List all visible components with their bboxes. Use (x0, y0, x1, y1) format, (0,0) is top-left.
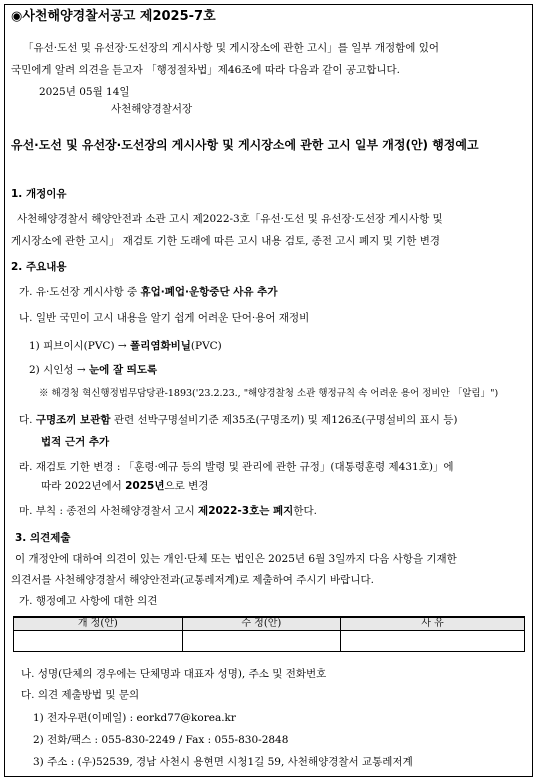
section2-title: 2. 주요내용 (11, 261, 67, 273)
opinion-table-cell-amendment[interactable] (14, 631, 183, 652)
section2-item-c-line2: 법적 근거 추가 (41, 436, 110, 448)
section2-item-d-bold: 2025년 (125, 480, 165, 492)
section2-item-e-suffix: 한다. (293, 505, 317, 517)
section2-item-c-bold: 구명조끼 보관함 (35, 414, 111, 426)
section2-item-c (19, 413, 458, 427)
section2-item-e-bold: 제2022-3호는 폐지 (198, 505, 294, 517)
section2-item-b1-text: 1) 피브이시(PVC) → (29, 340, 131, 352)
opinion-table-header-reason: 사 유 (341, 617, 525, 631)
section2-item-b2-bold: 눈에 잘 띄도록 (89, 364, 158, 376)
section2-item-b1-suffix: (PVC) (190, 340, 222, 352)
opinion-table (13, 616, 525, 652)
section2-item-e (19, 504, 317, 518)
section3-item-c1: 1) 전자우편(이메일) : eorkd77@korea.kr (33, 712, 236, 724)
opinion-table-header-row (14, 617, 525, 631)
opinion-table-cell-reason[interactable] (341, 631, 525, 652)
section3-title: 3. 의견제출 (15, 532, 71, 544)
section2-item-a-bold: 휴업·폐업·운항중단 사유 추가 (140, 286, 278, 298)
page-heading: 유선·도선 및 유선장·도선장의 게시사항 및 게시장소에 관한 고시 일부 개정(안) 행정예고 (11, 138, 479, 152)
notice-intro-line2: 국민에게 알려 의견을 듣고자 「행정절차법」제46조에 따라 다음과 같이 공고합니다. (11, 64, 400, 76)
section3-item-c2: 2) 전화/팩스 : 055-830-2249 / Fax : 055-830-2848 (33, 734, 289, 746)
section2-item-c-prefix: 다. (19, 414, 36, 426)
section3-item-c3: 3) 주소 : (우)52539, 경남 사천시 용현면 시청1길 59, 사천해양경찰서 교통레저계 (33, 756, 413, 768)
section2-item-e-text: 마. 부칙 : 종전의 사천해양경찰서 고시 (19, 505, 199, 517)
notice-intro-line1: 「유선·도선 및 유선장·도선장의 게시사항 및 게시장소에 관한 고시」를 일부 개정함에 있어 (23, 42, 440, 54)
section2-item-a-text: 가. 유·도선장 게시사항 중 (19, 286, 141, 298)
section1-line2: 게시장소에 관한 고시」 재검토 기한 도래에 따른 고시 내용 검토, 종전 고시 폐지 및 기한 변경 (11, 235, 441, 247)
notice-date: 2025년 05월 14일 (39, 86, 130, 98)
notice-document (4, 4, 533, 777)
notice-title: ◉사천해양경찰서공고 제2025-7호 (11, 9, 216, 24)
section2-item-c-text: 관련 선박구명설비기준 제35조(구명조끼) 및 제126조(구명설비의 표시 등) (110, 414, 458, 426)
section3-line2: 의견서를 사천해양경찰서 해양안전과(교통레저계)로 제출하여 주시기 바랍니다. (11, 574, 374, 586)
section2-item-d-text: 따라 2022년에서 (41, 480, 126, 492)
section2-item-b1 (29, 339, 222, 353)
section1-title: 1. 개정이유 (11, 188, 67, 200)
section2-note: ※ 해경청 혁신행정법무담당관-1893('23.2.23., "해양경찰청 소관 행정규칙 속 어려운 용어 정비안 「알림」") (39, 388, 499, 399)
section2-item-d-line1: 라. 재검토 기한 변경 : 「훈령·예규 등의 발령 및 관리에 관한 규정」(대통령훈령 제431호)」에 (19, 461, 454, 473)
section2-item-b: 나. 일반 국민이 고시 내용을 알기 쉽게 어려운 단어·용어 재정비 (19, 312, 310, 324)
opinion-table-header-revision: 수 정(안) (182, 617, 340, 631)
section2-item-b2 (29, 363, 157, 377)
section2-item-b1-bold: 폴리염화비닐 (130, 340, 191, 352)
section2-item-d-line2 (41, 479, 208, 493)
section3-line1: 이 개정안에 대하여 의견이 있는 개인·단체 또는 법인은 2025년 6월 3일까지 다음 사항을 기재한 (15, 553, 457, 565)
section2-item-a (19, 285, 277, 299)
section3-item-a: 가. 행정예고 사항에 대한 의견 (19, 595, 158, 607)
section2-item-d-suffix: 으로 변경 (164, 480, 209, 492)
section3-item-c: 다. 의견 제출방법 및 문의 (21, 689, 140, 701)
notice-issuer: 사천해양경찰서장 (111, 103, 193, 115)
opinion-table-header-amendment: 개 정(안) (14, 617, 183, 631)
opinion-table-row (14, 631, 525, 652)
section3-item-b: 나. 성명(단체의 경우에는 단체명과 대표자 성명), 주소 및 전화번호 (21, 668, 327, 680)
section1-line1: 사천해양경찰서 해양안전과 소관 고시 제2022-3호「유선·도선 및 유선장·도선장 게시사항 및 (17, 213, 443, 225)
opinion-table-cell-revision[interactable] (182, 631, 340, 652)
section2-item-b2-text: 2) 시인성 → (29, 364, 90, 376)
